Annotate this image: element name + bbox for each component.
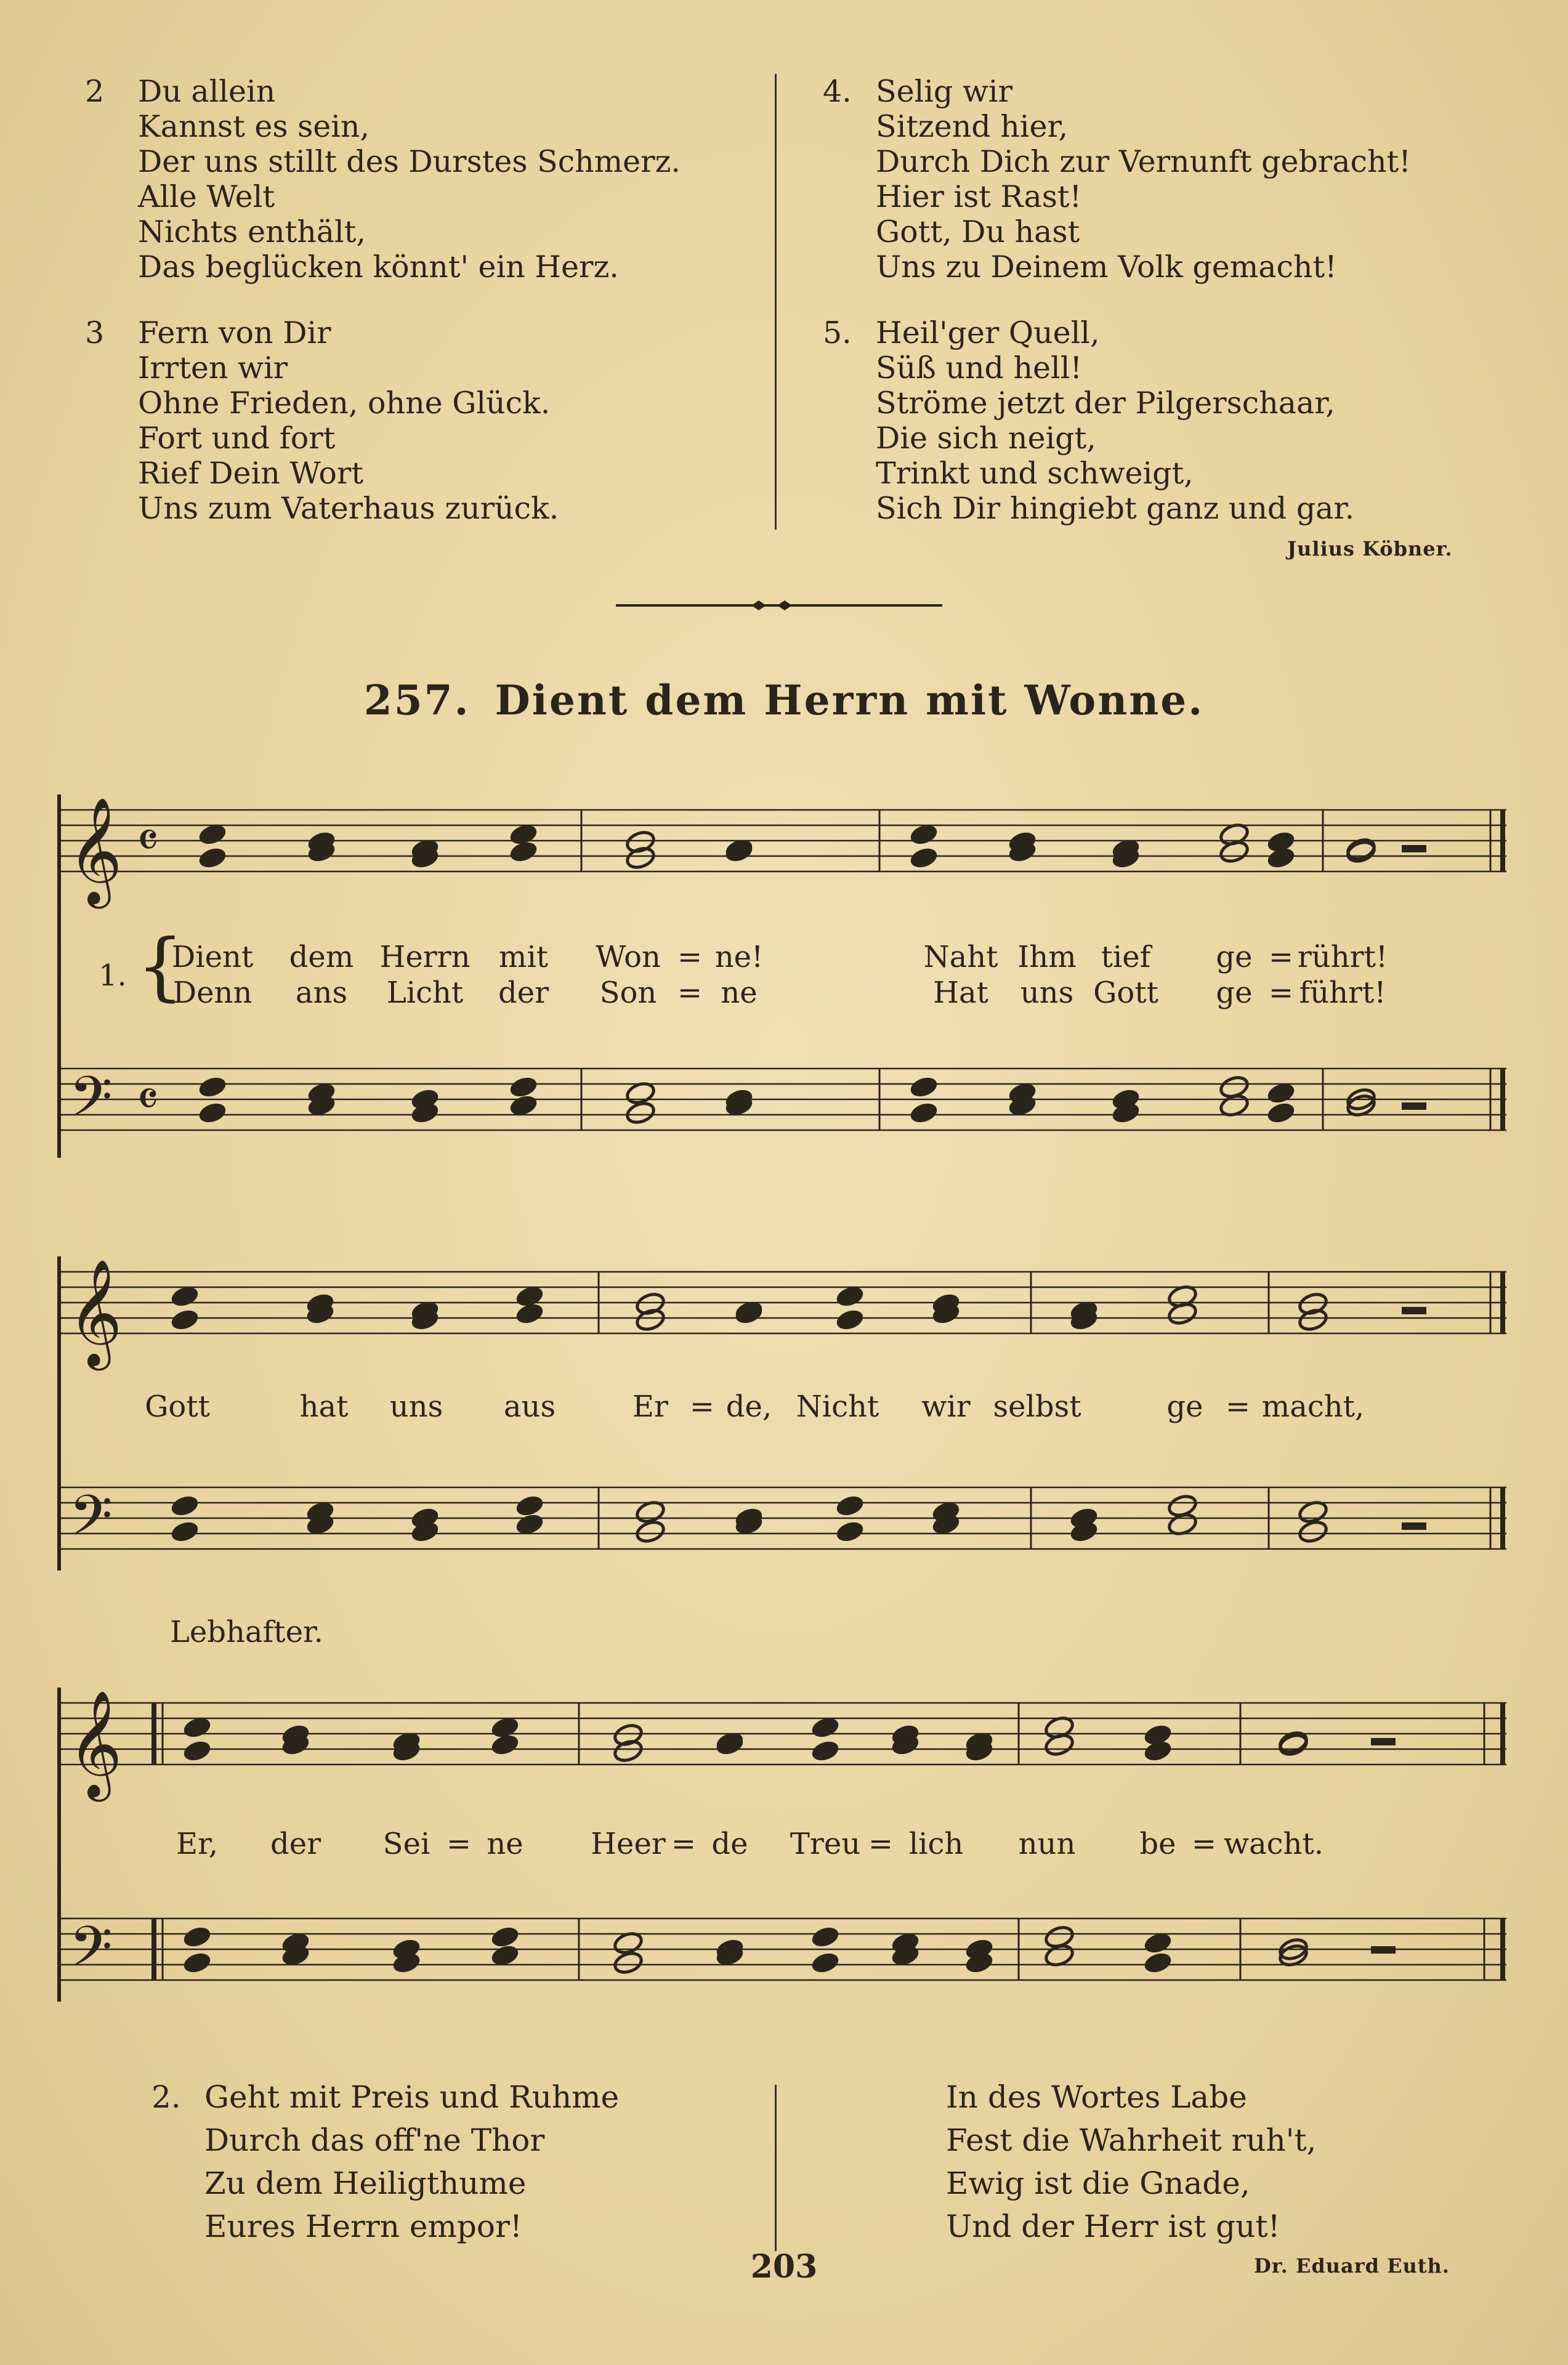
stanza-line: Fort und fort [138,421,336,456]
stanza-line: Ohne Frieden, ohne Glück. [138,386,551,421]
notehead [490,1924,521,1949]
lyric-syllable: = [446,1827,472,1861]
svg-text:𝄴: 𝄴 [137,1070,159,1128]
notehead [835,1307,866,1332]
lyric-syllable: Gott [1093,976,1158,1010]
hymn-author: Dr. Eduard Euth. [1254,2254,1450,2278]
stanza-line: Die sich neigt, [876,421,1096,456]
stanza-line: Sich Dir hingiebt ganz und gar. [876,491,1355,526]
notehead [514,1301,546,1326]
lyric-syllable: = [1191,1827,1217,1861]
notehead [169,1493,201,1518]
svg-text:𝄢: 𝄢 [69,1483,113,1562]
stanza-line: Und der Herr ist gut! [946,2209,1280,2244]
stanza-line: Hier ist Rast! [876,179,1082,214]
lyric-syllable: macht, [1261,1389,1365,1424]
notehead [1266,1100,1297,1125]
lyric-syllable: de [711,1827,748,1861]
lyric-syllable: Heer [591,1827,666,1861]
lyric-syllable: Dient [171,940,254,974]
lyric-syllable: Ihm [1017,940,1077,974]
notehead [835,1493,866,1518]
lyric-syllable: uns [389,1389,443,1424]
svg-text:𝄞: 𝄞 [68,1690,123,1797]
notehead [1346,839,1377,864]
lyric-syllable: = [868,1827,894,1861]
lyric-syllable: ne [721,976,758,1010]
notehead [635,1519,666,1544]
lyric-syllable: Son [599,976,657,1010]
hymn-number: 257. [363,676,471,724]
lyric-syllable: ge [1216,940,1253,974]
notehead [625,1100,657,1125]
stanza-line: Ströme jetzt der Pilgerschaar, [876,386,1335,421]
lyric-syllable: tief [1101,940,1151,974]
stanza-line: Selig wir [876,74,1012,109]
stanza-line: Das beglücken könnt' ein Herz. [138,249,619,285]
stanza-line: Gott, Du hast [876,214,1080,249]
notehead [169,1307,201,1332]
svg-text:𝄢: 𝄢 [69,1064,113,1143]
notehead [908,845,940,870]
lyric-syllable: dem [289,940,354,974]
stanza-line: Fern von Dir [138,315,331,350]
stanza-number: 4. [823,74,852,109]
verse-number: 1. [99,958,127,993]
notehead [182,1738,213,1763]
lyric-syllable: ne! [714,940,764,974]
lyric-syllable: wir [921,1389,971,1424]
stanza-line: Heil'ger Quell, [876,315,1100,350]
stanza-line: Irrten wir [138,350,288,386]
notehead [810,1924,841,1949]
lyric-syllable: = [1225,1389,1251,1424]
lyric-syllable: mit [498,940,549,974]
lyric-syllable: nun [1018,1827,1076,1861]
notehead [197,1074,228,1099]
lyric-syllable: der [498,976,549,1010]
stanza-line: Trinkt und schweigt, [876,456,1194,491]
stanza-number: 2 [85,74,105,109]
lyric-syllable: Nicht [796,1389,879,1424]
stanza-line: In des Wortes Labe [946,2079,1247,2115]
lyric-syllable: Er [632,1389,668,1424]
stanza-number: 5. [823,315,852,350]
svg-text:𝄞: 𝄞 [68,1259,123,1366]
lyric-syllable: Herrn [379,940,471,974]
notehead [1298,1519,1329,1544]
lyric-syllable: ne [487,1827,523,1861]
lyric-syllable: Licht [386,976,464,1010]
stanza-line: Ewig ist die Gnade, [946,2165,1250,2201]
hymn-title-text: Dient dem Herrn mit Wonne. [495,676,1205,724]
notehead [908,1074,940,1099]
stanza-divider [775,2085,777,2251]
stanza-line: Durch Dich zur Vernunft gebracht! [876,144,1411,179]
lyric-syllable: = [677,976,703,1010]
lyric-syllable: führt! [1299,976,1386,1010]
lyric-syllable: de, [725,1389,772,1424]
stanza-line: Alle Welt [138,179,275,214]
notehead [1142,1950,1174,1975]
notehead [182,1950,213,1975]
stanza-line: Uns zum Vaterhaus zurück. [138,491,559,526]
lyric-syllable: Treu [790,1827,861,1861]
notehead [490,1732,521,1757]
lyric-syllable: der [270,1827,321,1861]
lyric-syllable: Denn [172,976,253,1010]
lyric-syllable: uns [1020,976,1074,1010]
lyric-syllable: Won [596,940,661,974]
notehead [810,1950,841,1975]
lyric-syllable: Sei [382,1827,430,1861]
notehead [613,1950,644,1975]
notehead [197,845,228,870]
svg-text:𝄢: 𝄢 [69,1914,113,1993]
stanza-line: Süß und hell! [876,350,1083,386]
stanza-line: Uns zu Deinem Volk gemacht! [876,249,1337,285]
lyric-syllable: = [1268,940,1294,974]
lyric-syllable: ans [295,976,348,1010]
lyric-syllable: ge [1216,976,1253,1010]
lyric-syllable: selbst [993,1389,1081,1424]
lyric-syllable: ge [1166,1389,1203,1424]
notehead [182,1924,213,1949]
lyric-syllable: Hat [933,976,988,1010]
notehead [810,1738,841,1763]
tempo-marking: Lebhafter. [170,1615,323,1649]
lyric-syllable: = [677,940,703,974]
lyric-syllable: = [1268,976,1294,1010]
stanza-line: Du allein [138,74,276,109]
notehead [908,1100,940,1125]
lyric-syllable: Gott [145,1389,210,1424]
stanza-line: Nichts enthält, [138,214,366,249]
lyric-syllable: = [671,1827,697,1861]
stanza-line: Kannst es sein, [138,109,370,144]
lyric-syllable: Er, [176,1827,218,1861]
notehead [1278,1732,1309,1757]
verse-brace: { [137,924,184,1009]
stanza-line: Rief Dein Wort [138,456,364,491]
notehead [197,1100,228,1125]
stanza-line: Zu dem Heiligthume [204,2165,527,2201]
notehead [169,1519,201,1544]
lyric-syllable: be [1139,1827,1176,1861]
notehead [508,1074,540,1099]
stanza-line: Durch das off'ne Thor [204,2122,545,2158]
stanza-line: Der uns stillt des Durstes Schmerz. [138,144,681,179]
prev-hymn-author: Julius Köbner. [1287,537,1453,560]
stanza-number: 2. [152,2079,181,2115]
notehead [508,839,540,864]
stanza-line: Geht mit Preis und Ruhme [204,2079,620,2115]
svg-text:𝄴: 𝄴 [137,812,159,869]
page-number: 203 [750,2248,818,2286]
notehead [835,1519,866,1544]
lyric-syllable: = [689,1389,715,1424]
lyric-syllable: hat [299,1389,349,1424]
lyric-syllable: wacht. [1223,1827,1324,1861]
svg-text:𝄞: 𝄞 [68,797,123,904]
lyric-syllable: aus [503,1389,556,1424]
lyric-syllable: lich [908,1827,964,1861]
stanza-line: Fest die Wahrheit ruh't, [946,2122,1317,2158]
lyric-syllable: rührt! [1297,940,1388,974]
stanza-number: 3 [85,315,105,350]
lyric-syllable: Naht [923,940,998,974]
stanza-line: Eures Herrn empor! [204,2209,522,2244]
stanza-line: Sitzend hier, [876,109,1069,144]
notehead [514,1493,546,1518]
